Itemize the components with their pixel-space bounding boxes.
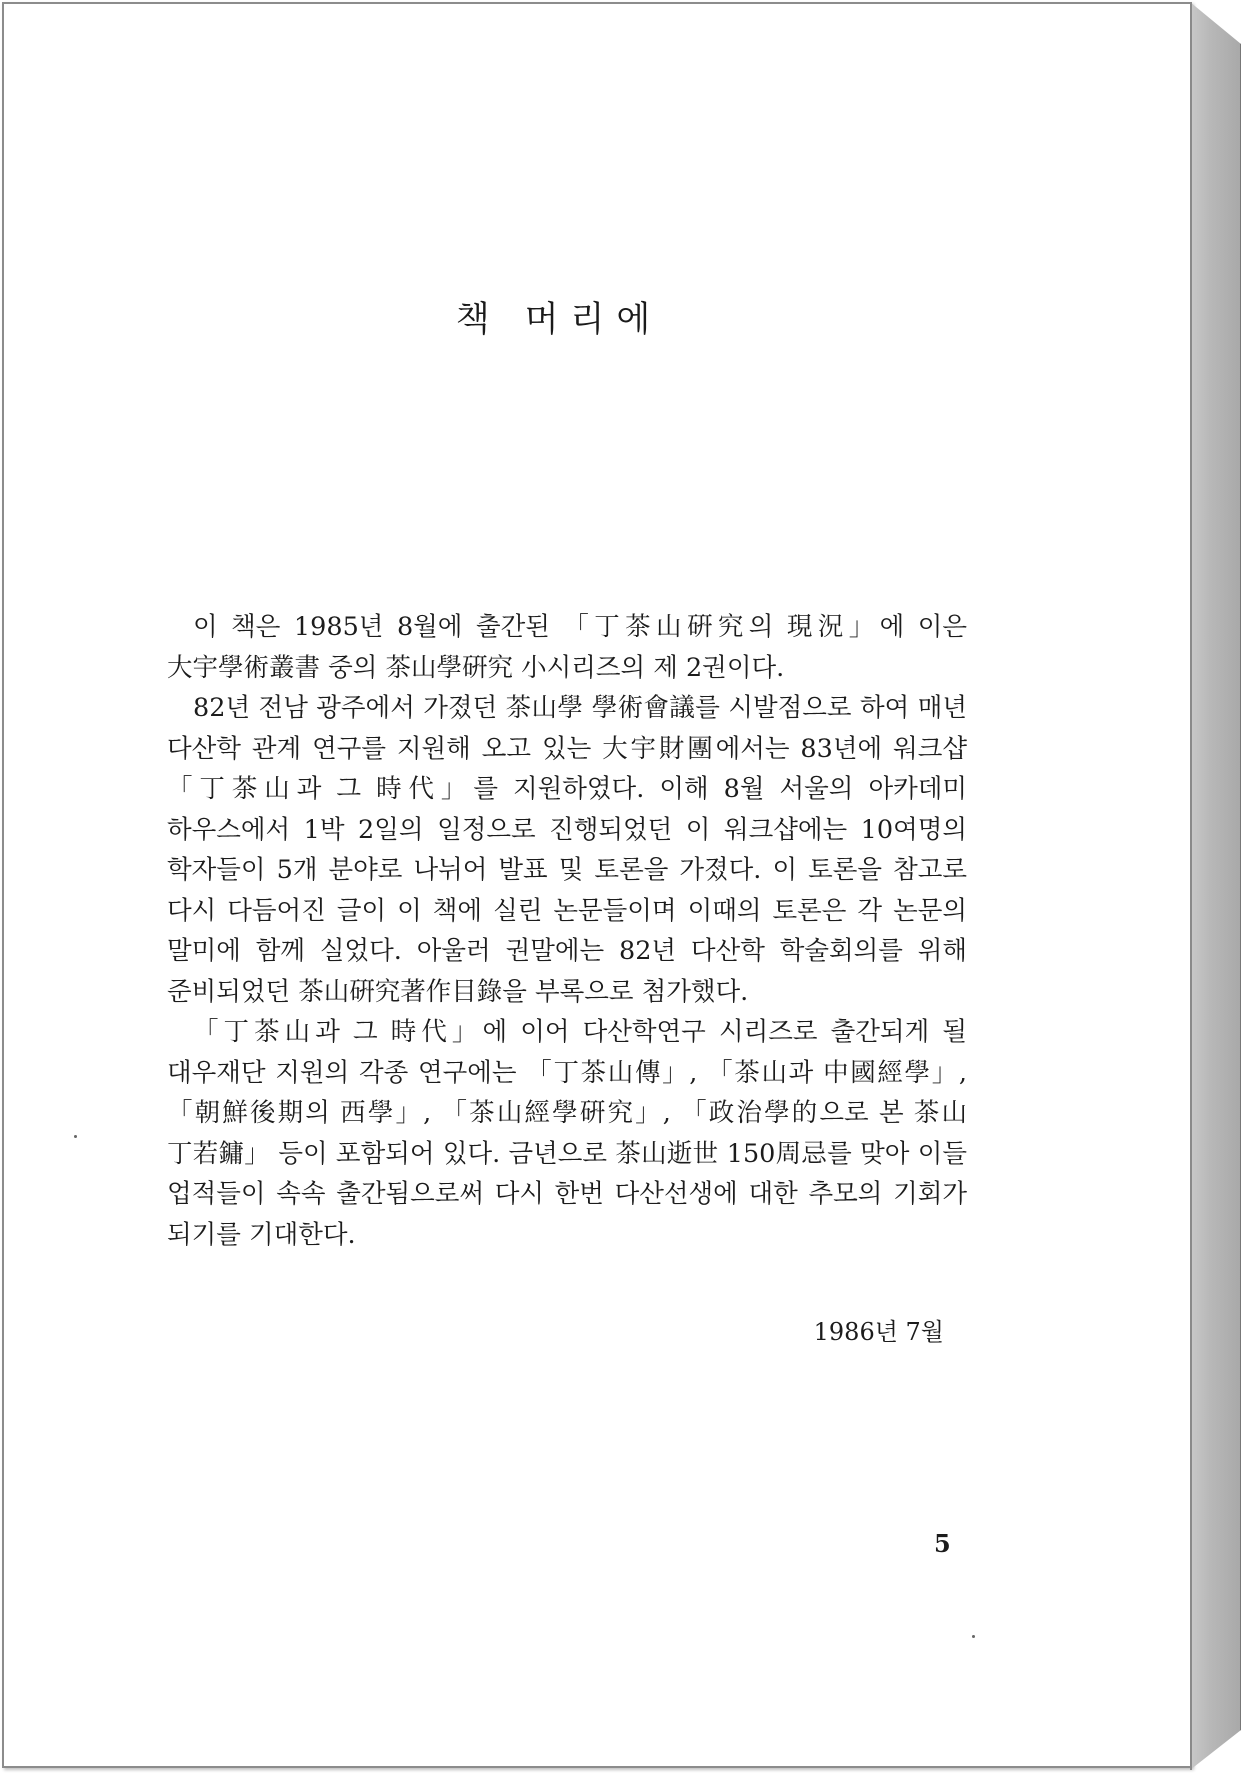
paragraph-2: 82년 전남 광주에서 가졌던 茶山學 學術會議를 시발점으로 하여 매년 다산학 관계 연구를 지원해 오고 있는 大宇財團에서는 83년에 워크샵 「丁茶山과 그 時代」를 지원하였다. 이해 8월 서울의 아카데미 하우스에서 1박 2일의 일정으로 진행되었던 이 워크샵에는 10여명의 학자들이 5개 분야로 나뉘어 발표 및 토론을 가졌다. 이 토론을 참고로 다시 다듬어진 글이 이 책에 실린 논문들이며 이때의 토론은 각 논문의 말미에 함께 실었다. 아울러 권말에는 82년 다산학 학술회의를 위해 준비되었던 茶山硏究著作目錄을 부록으로 첨가했다.: [167, 693, 967, 1007]
paragraph-3: 「丁茶山과 그 時代」에 이어 다산학연구 시리즈로 출간되게 될 대우재단 지원의 각종 연구에는 「丁茶山傳」, 「茶山과 中國經學」, 「朝鮮後期의 西學」, 「茶山經學硏究」, 「政治學的으로 본 茶山 丁若鏞」 등이 포함되어 있다. 금년으로 茶山逝世 150周忌를 맞아 이들 업적들이 속속 출간됨으로써 다시 한번 다산선생에 대한 추모의 기회가 되기를 기대한다.: [167, 1017, 967, 1250]
book-spine-edge: [1190, 2, 1192, 1770]
body-text: [167, 607, 967, 1255]
book-spine: [1190, 2, 1241, 1770]
dust-speck: [74, 1135, 77, 1138]
dust-speck: [972, 1635, 975, 1638]
date-line: 1986년 7월: [813, 1318, 944, 1346]
page-number: 5: [934, 1529, 951, 1558]
paragraph-1: 이 책은 1985년 8월에 출간된 「丁茶山硏究의 現況」에 이은 大宇學術叢書 중의 茶山學硏究 小시리즈의 제 2권이다.: [167, 612, 967, 683]
book-page: [2, 2, 1192, 1768]
page-title: 책 머리에: [455, 300, 663, 340]
